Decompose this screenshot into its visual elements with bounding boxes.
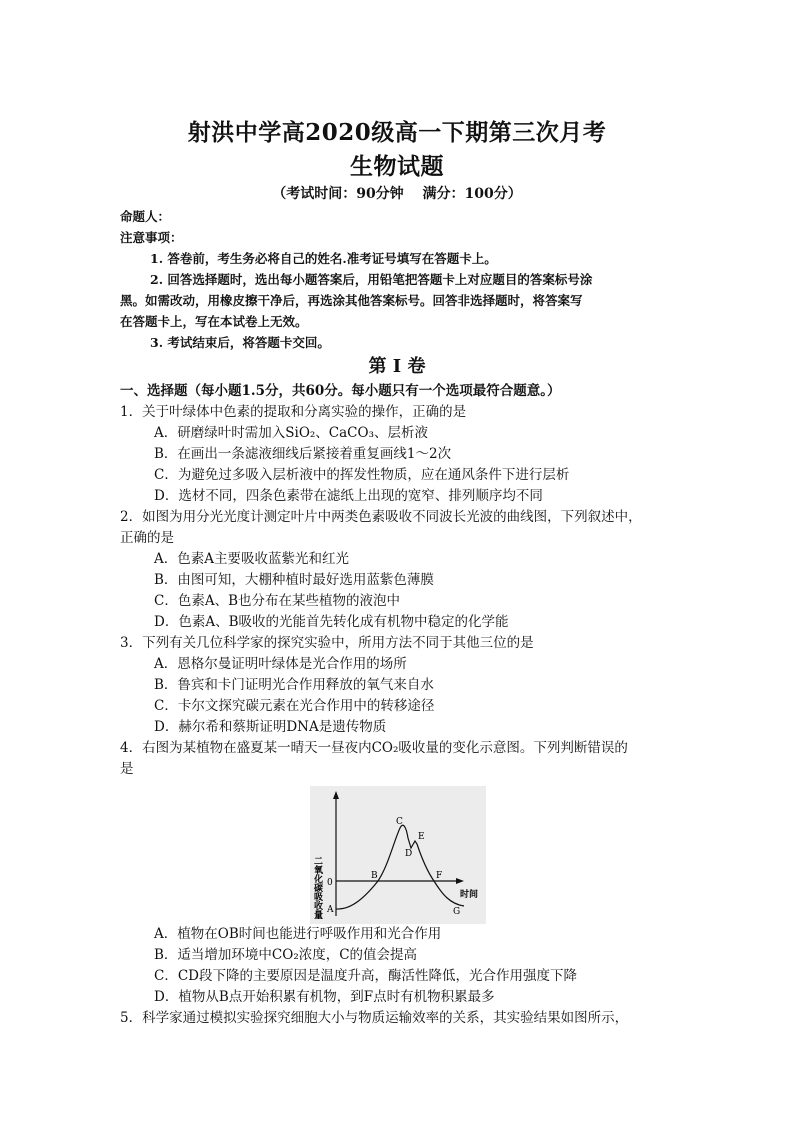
question-5 — [120, 1008, 690, 1029]
option-d: D．赫尔希和蔡斯证明DNA是遗传物质 — [154, 719, 387, 735]
point-e-label: E — [418, 832, 425, 842]
x-axis-label: 时间 — [460, 890, 479, 900]
question-stem: 4．右图为某植物在盛夏某一晴天一昼夜内CO₂吸收量的变化示意图。下列判断错误的 — [120, 740, 628, 756]
option-b: B．在画出一条滤液细线后紧接着重复画线1～2次 — [154, 446, 452, 462]
option-c: C．CD段下降的主要原因是温度升高，酶活性降低，光合作用强度下降 — [154, 968, 577, 984]
x-axis-arrow — [456, 878, 464, 884]
option-a: A．色素A主要吸收蓝紫光和红光 — [154, 551, 349, 567]
note-item-2-cont2: 在答题卡上，写在本试卷上无效。 — [120, 314, 308, 329]
question-stem: 5．科学家通过模拟实验探究细胞大小与物质运输效率的关系，其实验结果如图所示， — [120, 1010, 629, 1026]
point-c-label: C — [396, 817, 403, 827]
notes-heading: 注意事项： — [120, 230, 183, 245]
exam-subject: 生物试题 — [350, 153, 444, 180]
note-item-2-cont: 黑。如需改动，用橡皮擦干净后，再选涂其他答案标号。回答非选择题时，将答案写 — [120, 293, 583, 308]
question-stem-cont: 正确的是 — [120, 530, 174, 546]
option-d: D．选材不同，四条色素带在滤纸上出现的宽窄、排列顺序均不同 — [154, 488, 543, 504]
note-item-1: 1. 答卷前，考生务必将自己的姓名.准考证号填写在答题卡上。 — [150, 251, 497, 266]
notes-block — [120, 206, 680, 353]
question-3 — [120, 633, 690, 738]
author-label: 命题人： — [120, 209, 171, 224]
section-instructions: 一、选择题（每小题1.5分，共60分。每小题只有一个选项最符合题意。） — [120, 383, 561, 399]
note-item-3: 3. 考试结束后，将答题卡交回。 — [150, 335, 330, 350]
origin-label: 0 — [327, 878, 333, 888]
point-d-label: D — [405, 849, 413, 859]
question-2 — [120, 507, 690, 633]
question-stem: 3．下列有关几位科学家的探究实验中，所用方法不同于其他三位的是 — [120, 635, 534, 651]
question-4 — [120, 738, 690, 1008]
questions-block — [120, 381, 690, 1029]
note-item-2: 2. 回答选择题时，选出每小题答案后，用铅笔把答题卡上对应题目的答案标号涂 — [150, 272, 593, 287]
figure-co2-curve — [310, 786, 486, 924]
point-f-label: F — [436, 871, 443, 881]
option-c: C．为避免过多吸入层析液中的挥发性物质，应在通风条件下进行层析 — [154, 467, 570, 483]
y-axis-label: 二氧化碳吸收量 — [312, 856, 322, 919]
option-c: C．色素A、B也分布在某些植物的液泡中 — [154, 593, 400, 609]
point-b-label: B — [371, 871, 378, 881]
y-axis-arrow — [333, 791, 339, 799]
exam-info: （考试时间：90分钟 满分：100分） — [272, 186, 522, 202]
section-title: 第 I 卷 — [368, 356, 426, 377]
co2-curve — [336, 825, 464, 909]
option-d: D．色素A、B吸收的光能首先转化成有机物中稳定的化学能 — [154, 614, 509, 630]
question-stem-cont: 是 — [120, 761, 134, 777]
option-d: D．植物从B点开始积累有机物，到F点时有机物积累最多 — [154, 989, 495, 1005]
exam-title: 射洪中学高2020级高一下期第三次月考 — [187, 119, 607, 146]
option-b: B．鲁宾和卡门证明光合作用释放的氧气来自水 — [154, 677, 434, 693]
point-a-label: A — [327, 905, 334, 915]
question-stem: 2．如图为用分光光度计测定叶片中两类色素吸收不同波长光波的曲线图，下列叙述中， — [120, 509, 642, 525]
option-b: B．由图可知，大棚种植时最好选用蓝紫色薄膜 — [154, 572, 434, 588]
option-a: A．研磨绿叶时需加入SiO₂、CaCO₃、层析液 — [154, 425, 428, 441]
option-a: A．植物在OB时间也能进行呼吸作用和光合作用 — [154, 926, 442, 942]
point-g-label: G — [453, 907, 461, 917]
option-a: A．恩格尔曼证明叶绿体是光合作用的场所 — [154, 656, 407, 672]
question-1 — [120, 402, 690, 507]
option-c: C．卡尔文探究碳元素在光合作用中的转移途径 — [154, 698, 435, 714]
option-b: B．适当增加环境中CO₂浓度，C的值会提高 — [154, 947, 418, 963]
co2-curve-svg — [310, 786, 486, 924]
question-stem: 1．关于叶绿体中色素的提取和分离实验的操作，正确的是 — [120, 404, 467, 420]
